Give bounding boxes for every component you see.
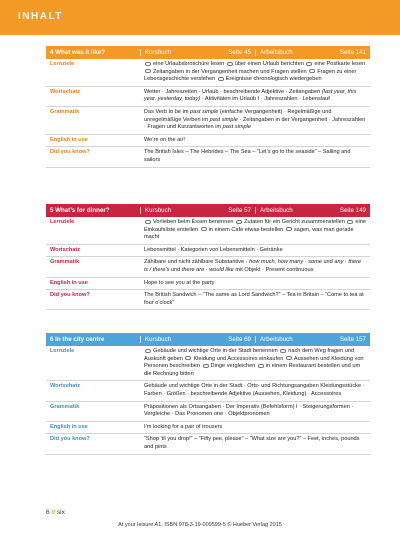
row-label: Wortschatz (50, 246, 81, 253)
row-content (140, 59, 370, 86)
content-text: The British Sandwich – “The same as Lord Sandwich?” – Tea in Britain – “Come to tea at four o’clock” (144, 292, 364, 306)
speech-bubble-icon (201, 227, 207, 231)
page-title: INHALT (18, 11, 63, 22)
row-label: Did you know? (50, 292, 90, 299)
table-row (46, 381, 370, 401)
content-text: some (308, 259, 322, 266)
speech-bubble-icon (236, 220, 242, 224)
content-text: · (204, 266, 210, 273)
speech-bubble-icon (203, 364, 209, 368)
content-text: · Aktivitäten im Urlaub I · Jahreszahlen · Lebenslauf (200, 96, 330, 103)
kursbuch-page: Seite 69 (228, 336, 251, 343)
content-text: there are (181, 266, 205, 273)
row-label: Did you know? (50, 436, 90, 443)
arbeitsbuch-label: Arbeitsbuch (260, 49, 293, 56)
unit-5-table (46, 204, 370, 310)
speech-bubble-icon (347, 220, 353, 224)
speech-bubble-icon (306, 62, 312, 66)
content-text: Ereignisse chronologisch wiedergeben (225, 76, 322, 83)
content-text: mit Objekt · Present continuous (233, 266, 314, 273)
content-text: · (303, 259, 309, 266)
row-content (140, 278, 370, 290)
arbeitsbuch-page: Seite 157 (339, 336, 366, 343)
page-header (0, 0, 400, 35)
speech-bubble-icon (145, 220, 151, 224)
content-text: would like (209, 266, 234, 273)
speech-bubble-icon (145, 349, 151, 353)
content-text: to be (168, 108, 182, 115)
speech-bubble-icon (185, 356, 191, 360)
row-content (140, 434, 370, 453)
content-text: Präpositionen als Ortsangaben · Der Imperativ (Befehlsform) I · Steigerungsformen · Vergleiche · Das Pronomen one · Objektpronomen (144, 403, 354, 418)
kursbuch-label: Kursbuch (145, 207, 172, 214)
table-row (46, 257, 370, 277)
kursbuch-ref (140, 336, 255, 343)
content-text: über einen Urlaub berichten (234, 61, 304, 67)
content-text: Lebensmittel · Kategorien von Lebensmitteln · Getränke (144, 246, 283, 253)
table-row (46, 402, 370, 422)
content-text: Vorlieben beim Essen benennen (153, 219, 234, 225)
content-text: in einem Café etwas bestellen (208, 226, 284, 233)
content-text: Fragen zu einer Lebensgeschichte verstehen (144, 68, 357, 83)
table-row (46, 290, 370, 310)
table-row (46, 422, 370, 435)
kursbuch-ref (140, 207, 255, 214)
table-row (46, 107, 370, 135)
row-label: Lernziele (50, 61, 75, 67)
row-label: Wortschatz (50, 88, 81, 95)
content-text: I’m looking for a pair of trousers (144, 423, 223, 430)
speech-bubble-icon (309, 69, 315, 73)
content-text: Das Verb (144, 108, 169, 115)
row-label: English in use (50, 136, 88, 143)
speech-bubble-icon (286, 227, 292, 231)
content-text: eine Urlaubsbroschüre lesen (153, 61, 225, 67)
content-text: (einfache Vergangenheit) · Regelmäßige und unregelmäßige Verben im (144, 108, 332, 123)
table-row (46, 434, 370, 454)
row-label: Grammatik (50, 108, 80, 115)
row-content (140, 346, 370, 380)
content-text: Gebäude und wichtige Orte in der Stadt · Orts- und Richtungsangaben Kleidungsstücke · Farben · Größen · beschreibende Adjektive (Aussehen, Kleidung) · Accessoires (144, 383, 365, 397)
content-text: Zählbare und nicht zählbare Substantive · (144, 259, 250, 266)
table-row (46, 59, 370, 87)
unit-title: 6 In the city centre (50, 336, 105, 343)
row-label: Lernziele (50, 219, 75, 225)
page-number-digit: 6 (46, 509, 50, 516)
content-text: und (321, 259, 335, 266)
row-content (140, 107, 370, 134)
row-label: Grammatik (50, 403, 80, 410)
row-content (140, 402, 370, 421)
content-text: “Shop ’til you drop!” – “Fifty pee, please” – “What size are you?” – Feet, inches, pounds and pints (144, 436, 360, 450)
row-content (140, 422, 370, 434)
row-label: Grammatik (50, 259, 80, 266)
kursbuch-label: Kursbuch (145, 336, 172, 343)
content-text: eine Einkaufsliste erstellen (144, 219, 366, 233)
arbeitsbuch-page: Seite 149 (339, 207, 366, 214)
content-text: sagen, was man gerade macht (144, 226, 354, 241)
arbeitsbuch-page: Seite 141 (339, 49, 366, 56)
row-label: Lernziele (50, 348, 75, 354)
speech-bubble-icon (145, 69, 151, 73)
row-content (140, 147, 370, 166)
content-text: (last year, this year, yesterday, today) (144, 88, 357, 103)
content-text: im (181, 108, 191, 115)
unit-4-table (46, 46, 370, 168)
speech-bubble-icon (280, 349, 286, 353)
speech-bubble-icon (145, 62, 151, 66)
speech-bubble-icon (258, 364, 264, 368)
row-content (140, 381, 370, 400)
row-label: Did you know? (50, 149, 90, 156)
content-text: how much, how many (249, 259, 304, 266)
row-content (140, 245, 370, 257)
page-number-slash: // (51, 509, 56, 516)
unit-6-table (46, 333, 370, 455)
unit-header (46, 333, 370, 346)
row-content (140, 290, 370, 309)
content-text: Gebäude und wichtige Orte in der Stadt benennen (153, 348, 278, 354)
content-text: We’re on the air! (144, 136, 185, 143)
kursbuch-label: Kursbuch (145, 49, 172, 56)
row-content (140, 217, 370, 244)
unit-header (46, 204, 370, 217)
content-text: Dinge vergleichen (210, 363, 256, 370)
row-content (140, 87, 370, 106)
arbeitsbuch-ref (255, 336, 370, 343)
content-text: Wetter · Jahreszeiten · Urlaub · beschreibende Adjektive · Zeitangaben (144, 88, 322, 95)
unit-title: 5 What’s for dinner? (50, 207, 110, 214)
content-text: · Zeitangaben in der Vergangenheit · Jahreszahlen · Fragen und Kurzantworten im (144, 116, 366, 131)
table-row (46, 245, 370, 258)
table-row (46, 135, 370, 148)
content-text: past simple (190, 108, 219, 115)
row-content (140, 135, 370, 147)
arbeitsbuch-label: Arbeitsbuch (260, 336, 293, 343)
content-text: nach dem Weg fragen und Auskunft geben (144, 348, 355, 362)
speech-bubble-icon (227, 62, 233, 66)
content-text: past simple (209, 116, 238, 123)
speech-bubble-icon (218, 77, 224, 81)
row-label: Wortschatz (50, 383, 81, 390)
content-text: Zutaten für ein Gericht zusammenstellen (244, 219, 345, 225)
content-text: Aussehen und Kleidung von Personen beschreiben (144, 355, 364, 370)
content-text: · (343, 259, 349, 266)
content-text: any (334, 259, 344, 266)
kursbuch-ref (140, 49, 255, 56)
unit-header (46, 46, 370, 59)
table-row (46, 217, 370, 245)
table-row (46, 346, 370, 381)
content-text: past simple (222, 124, 251, 131)
content-text: Kleidung und Accessoires einkaufen (193, 355, 284, 362)
content-text: und (169, 266, 182, 273)
content-text: The British Isles – The Hebrides – The Sea – “Let’s go to the seaside” – Sailing and sailors (144, 149, 351, 163)
row-label: English in use (50, 279, 88, 286)
page-number (46, 509, 65, 516)
page-number-word: six (56, 509, 65, 516)
arbeitsbuch-ref (255, 49, 370, 56)
arbeitsbuch-label: Arbeitsbuch (260, 207, 293, 214)
content-text: Zeitangaben in der Vergangenheit machen und Fragen stellen (153, 68, 307, 75)
row-label: English in use (50, 423, 88, 430)
table-row (46, 147, 370, 167)
kursbuch-page: Seite 57 (228, 207, 251, 214)
table-row (46, 87, 370, 107)
kursbuch-page: Seite 45 (228, 49, 251, 56)
speech-bubble-icon (286, 356, 292, 360)
arbeitsbuch-ref (255, 207, 370, 214)
content-text: there is / there’s (144, 259, 362, 273)
row-content (140, 257, 370, 276)
table-row (46, 278, 370, 291)
footer-citation: At your leisure A1, ISBN 978-3-19-009599-5 © Hueber Verlag 2015 (118, 522, 282, 528)
content-text: eine Postkarte lesen (314, 61, 366, 67)
unit-title: 4 What was it like? (50, 49, 106, 56)
content-text: in einem Restaurant bestellen und um die Rechnung bitten (144, 363, 361, 377)
content-text: Hope to see you at the party (144, 279, 215, 286)
